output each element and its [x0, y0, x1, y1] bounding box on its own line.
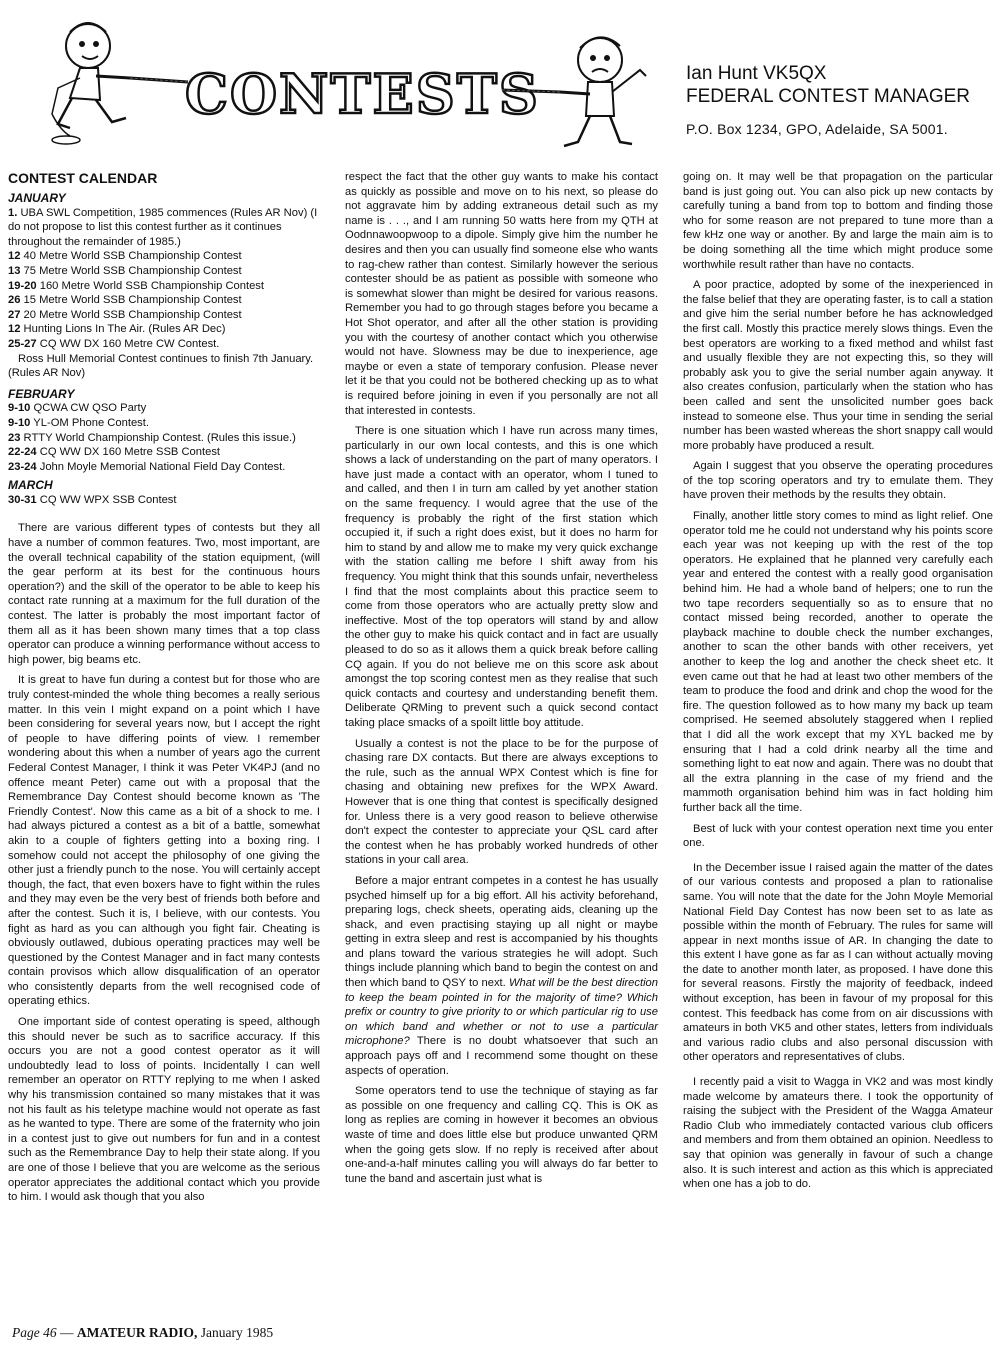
- calendar-entry-text: QCWA CW QSO Party: [30, 402, 147, 415]
- article-paragraph: There is one situation which I have run across many times, particularly in our own local contests, and this is one which shows a lack of understanding on the part of many operators. I have just made a contact with an operator, whom I tuned to and called, and then I in turn am called by yet another station on the same frequency. I would agree that the use of the frequency is probably the right of the first station which occupied it, if such a right does exist, but it does no harm for him to stand by and allow me to make my very quick exchange with the station calling me before I shift away from his frequency. You might think that this sounds unfair, nevertheless I find that the most complaints about this practice seem to come from those operators who are actually pretty slow and ineffective. Most of the top operators will stand by and allow the other guy to make his quick contact and in fact are usually pleased to do so as it allows them a quick break before calling CQ again. If you do not believe me on this score ask about amongst the top scoring contest men as they realise that such quick contacts and courtesy and understanding benefit them. Deliberate QRMing to prevent such a quick second contact taking place smacks of a spoilt little boy attitude.: [345, 425, 658, 729]
- calendar-entry-text: CQ WW DX 160 Metre SSB Contest: [36, 446, 221, 459]
- calendar-entry-text: 20 Metre World SSB Championship Contest: [20, 308, 242, 321]
- calendar-entry: [8, 416, 320, 431]
- calendar-entry-text: John Moyle Memorial National Field Day Contest.: [36, 460, 286, 473]
- contests-banner-title: CONTESTS: [185, 62, 540, 126]
- calendar-entry-text: 75 Metre World SSB Championship Contest: [20, 264, 242, 277]
- author-name: Ian Hunt VK5QX: [686, 63, 827, 84]
- calendar-entry-text: CQ WW DX 160 Metre CW Contest.: [36, 337, 220, 350]
- calendar-entry-text: 160 Metre World SSB Championship Contest: [36, 279, 265, 292]
- calendar-entry-date: 9-10: [8, 402, 31, 415]
- column-3: [683, 170, 993, 1198]
- article-paragraph: It is great to have fun during a contest but for those who are truly contest-minded the whole thing becomes a really serious matter. In this vein I might expand on a point which I have been considering for several years now, but I accept the right of people to have differing points of view. I remember wondering about this when a number of years ago the current Federal Contest Manager, I think it was Peter VK4PJ (and no offence meant Peter) came out with a proposal that the Remembrance Day Contest should become known as 'The Friendly Contest'. Now this came as a bit of a shock to me. I had always pictured a contest as a bit of a battle, somewhat akin to a couple of fighters getting into a boxing ring. I somehow could not accept the philosophy of one giving the other just a friendly punch to the nose. You will certainly accept though, the fact, that even boxers have to fight within the rules and they may even be the very best of friends both before and after the contest. Such it is, I believe, with our contests. You fight as hard as you can although you fight fair. Cheating is obviously outlawed, dubious operating practices may well be questioned by the Contest Manager and in fact many contests contain provisos which allow disqualification of an operator who consistently departs from the well recognised code of operating ethics.: [8, 674, 320, 1008]
- calendar-entry-date: 26: [8, 294, 21, 307]
- calendar-entry-date: 12: [8, 323, 21, 336]
- article-paragraph: going on. It may well be that propagation on the particular band is just going out. You can also pick up new contacts by carefully tuning a band from top to bottom and finding those who for some reason are not prepared to tune more than a few kHz one way or another. By and large the main aim is to be doing something all the time which might produce some worthwhile result rather than have no contacts.: [683, 171, 993, 271]
- calendar-entry: [8, 445, 320, 460]
- calendar-entry-text: UBA SWL Competition, 1985 commences (Rules AR Nov) (I do not propose to list this contest further as it continues throughout the remainder of 1985.): [8, 206, 318, 248]
- calendar-entry-date: 23-24: [8, 460, 37, 473]
- calendar-entry-text: 15 Metre World SSB Championship Contest: [20, 294, 242, 307]
- footer-separator: —: [56, 1325, 77, 1340]
- article-paragraph: A poor practice, adopted by some of the inexperienced in the false belief that they are operating faster, is to call a station and give him the serial number before he has acknowledged the first call. Mostly this practice merely slows things. Even the best operators are working to a fixed method and whilst fast and usually flexible they are not expecting this, so they will probably ask you to give the serial number again anyway. It also creates confusion, particularly when the station who has been called and sent the unsolicited number goes back instead to someone else. Thus your time in sending the serial number has been wasted whereas the short snappy call would more probably have produced a result.: [683, 279, 993, 452]
- article-paragraph-with-italic: [345, 874, 658, 1078]
- article-text: Before a major entrant competes in a contest he has usually psyched himself up for a big effort. All his activity beforehand, preparing logs, check sheets, operating aids, cleaning up the shack, and even practising staying up all night or maybe getting in extra sleep and rest is accompanied by his thoughts and plans toward the various strategies he will adopt. Such things include planning which band to begin the contest on and then which band to QSY to next.: [345, 874, 658, 990]
- left-mascot-illustration: [40, 18, 190, 146]
- march-entries: [8, 493, 320, 508]
- calendar-entry-date: 19-20: [8, 279, 37, 292]
- calendar-entry: [8, 264, 320, 279]
- calendar-entry-date: 25-27: [8, 337, 37, 350]
- month-heading-march: MARCH: [8, 478, 53, 493]
- calendar-entry-text: YL-OM Phone Contest.: [30, 416, 149, 429]
- page-header: [0, 0, 1000, 160]
- calendar-entry: [8, 337, 320, 352]
- page-number: Page 46: [12, 1325, 57, 1340]
- january-entries: [8, 206, 320, 352]
- calendar-entry-text: CQ WW WPX SSB Contest: [36, 493, 177, 506]
- author-title: FEDERAL CONTEST MANAGER: [686, 86, 970, 107]
- article-paragraph: Usually a contest is not the place to be for the purpose of chasing rare DX contacts. But there are always exceptions to the rule, such as the annual WPX Contest which is fine for chasing and obtaining new prefixes for the WPX Award. However that is one thing that contest is specifically designed for. Unless there is a very good reason to believe otherwise don't expect the contester to appreciate your QSL card after the contest when he has probably worked hundreds of other stations in your call area.: [345, 737, 658, 867]
- article-paragraph: There are various different types of contests but they all have a number of common features. Two, most important, are the overall technical capability of the station equipment, (will the gear perform at its best for the continuous hours operation?) and the skill of the operator to be able to keep his contact rate running at a maximum for the full duration of the contest. The latter is probably the most important factor of them all as it has been shown many times that a top class operator can produce a winning performance without access to high power, big beams etc.: [8, 522, 320, 666]
- right-mascot-illustration: [500, 30, 650, 155]
- calendar-entry: [8, 206, 320, 250]
- article-paragraph: Best of luck with your contest operation next time you enter one.: [683, 822, 993, 850]
- page-footer: [12, 1325, 273, 1341]
- calendar-entry-date: 13: [8, 264, 21, 277]
- article-paragraph: Some operators tend to use the technique of staying as far as possible on one frequency and calling CQ. This is OK as long as replies are coming in however it becomes an obvious waste of time and does little else but produce unwanted QRM when the going gets slow. If no reply is received after about one-and-a-half minutes calling you will always do far better to tune the band and ascertain just what is: [345, 1085, 658, 1185]
- column-1: [8, 170, 320, 1211]
- author-address: P.O. Box 1234, GPO, Adelaide, SA 5001.: [686, 121, 948, 137]
- calendar-entry: [8, 293, 320, 308]
- calendar-entry-date: 9-10: [8, 416, 31, 429]
- calendar-entry: [8, 308, 320, 323]
- calendar-entry-date: 22-24: [8, 446, 37, 459]
- calendar-title: CONTEST CALENDAR: [8, 170, 158, 186]
- calendar-entry-text: RTTY World Championship Contest. (Rules this issue.): [20, 431, 296, 444]
- calendar-entry: [8, 493, 320, 508]
- publication-name: AMATEUR RADIO,: [76, 1325, 198, 1340]
- february-entries: [8, 401, 320, 474]
- month-heading-february: FEBRUARY: [8, 386, 75, 401]
- calendar-entry-date: 30-31: [8, 493, 37, 506]
- issue-date: January 1985: [197, 1325, 274, 1340]
- article-text: There is no doubt whatsoever that such an approach pays off and I recommend some thought on these aspects of operation.: [345, 1035, 658, 1077]
- article-paragraph: respect the fact that the other guy wants to make his contact as quickly as possible and move on to his next, so please do not aggravate him by adding extraneous detail such as my name is . . ., and I am running 50 watts here from my QTH at Oodnnawoopwoop to a dipole. Simply give him the number he desires and then you can usually find someone else who wants to rag-chew rather than contest. Similarly however the serious contester should be as patient as possible with someone who is somewhat slower than might be desired for various reasons. Remember you had to go through stages before you became a Hot Shot operator, and after all the other station is providing you with the courtesy of another contact which you otherwise would not have. Slowness may be due to inexperience, age maybe or even a state of temporary confusion. Please never let it be that you could not be bothered checking up as to what is required before joining in even if you personally are not all that interested in contests.: [345, 171, 658, 417]
- article-paragraph: Again I suggest that you observe the operating procedures of the top scoring operators and try to emulate them. They have proven their methods by the results they obtain.: [683, 460, 993, 502]
- calendar-entry-date: 23: [8, 431, 21, 444]
- calendar-entry-text: Hunting Lions In The Air. (Rules AR Dec): [20, 323, 226, 336]
- article-paragraph: I recently paid a visit to Wagga in VK2 and was most kindly made welcome by amateurs there. I took the opportunity of raising the subject with the President of the Wagga Amateur Radio Club who immediately contacted various club officers and members and from them obtained an opinion. Needless to say that opinion was generally in favour of such a change also. It is such interest and action as this which is appreciated when one has a job to do.: [683, 1076, 993, 1191]
- calendar-entry: [8, 249, 320, 264]
- calendar-entry-date: 12: [8, 250, 21, 263]
- author-block: [686, 62, 970, 141]
- column-2: [345, 170, 658, 1192]
- calendar-entry: [8, 460, 320, 475]
- month-heading-january: JANUARY: [8, 191, 66, 205]
- article-paragraph: In the December issue I raised again the matter of the dates of our various contests and proposed a plan to rationalise same. You will note that the date for the John Moyle Memorial National Field Day Contest has now been set to as late as possible within the month of February. The rules for same will appear in next months issue of AR. In changing the date to this extent I have gone as far as I can without actually moving the date to another month later, as proposed. I have done this for several reasons. Firstly the majority of feedback, indeed without exception, has been in favour of my proposal for this contest. This feedback has come from on air discussions with amateurs in both VK5 and other states, letters from individuals and various radio clubs and also personal discussion with other operators and representatives of clubs.: [683, 861, 993, 1064]
- calendar-entry-date: 1.: [8, 206, 18, 219]
- article-paragraph: Finally, another little story comes to mind as light relief. One operator told me he could not understand why his points score each year was not keeping up with the rest of the top operators. He explained that he planned very carefully each year and entered the contest with a really good organisation behind him. He had a whole band of helpers; one to run the two tape recorders sequentially so as to ensure that no contact missed being recorded, another to operate the playback machine to double check the number exchanges, another to scan the other bands with other receivers, yet another to keep the log and another the check sheet etc. It even came out that he had at least two other members of the team to produce the food and drink and chop the wood for the fire. The question followed as to how many my back up team comprised. He seemed absolutely staggered when I replied that I did all the work except that my XYL backed me by ensuring that I had a cold drink nearby all the time and something light to eat now and again. There was no doubt that all the extra planning in the case of my friend and the mammoth organisation behind him was in fact holding him further back all the time.: [683, 510, 993, 814]
- calendar-entry-text: 40 Metre World SSB Championship Contest: [20, 250, 242, 263]
- calendar-entry: [8, 322, 320, 337]
- calendar-entry: [8, 279, 320, 294]
- italic-text: What will be the best direction to keep the beam pointed in for the majority of time? Which prefix or country to give priority to or which particular rig to use on which band and whether or not to use a particular microphone?: [345, 977, 659, 1048]
- calendar-entry: [8, 431, 320, 446]
- calendar-note: Ross Hull Memorial Contest continues to finish 7th January. (Rules AR Nov): [8, 352, 314, 380]
- calendar-entry: [8, 401, 320, 416]
- article-paragraph: One important side of contest operating is speed, although this should never be such as to sacrifice accuracy. If this occurs you are not a good contest operator as it will undoubtedly lead to loss of points. Incidentally I can well remember an operator on RTTY replying to me when I asked why his transmission contained so many mistakes that it was not his fault as his teletype machine would not operate as fast as he wanted to type. There are some of the fraternity who join in a contest just to give out numbers for fun and in a contest such as the Remembrance Day to help their state along. If you are one of those I believe that you are welcome as the serious operator appreciates the additional contact which you provide to him. I would ask though that you also: [8, 1016, 320, 1204]
- calendar-entry-date: 27: [8, 308, 21, 321]
